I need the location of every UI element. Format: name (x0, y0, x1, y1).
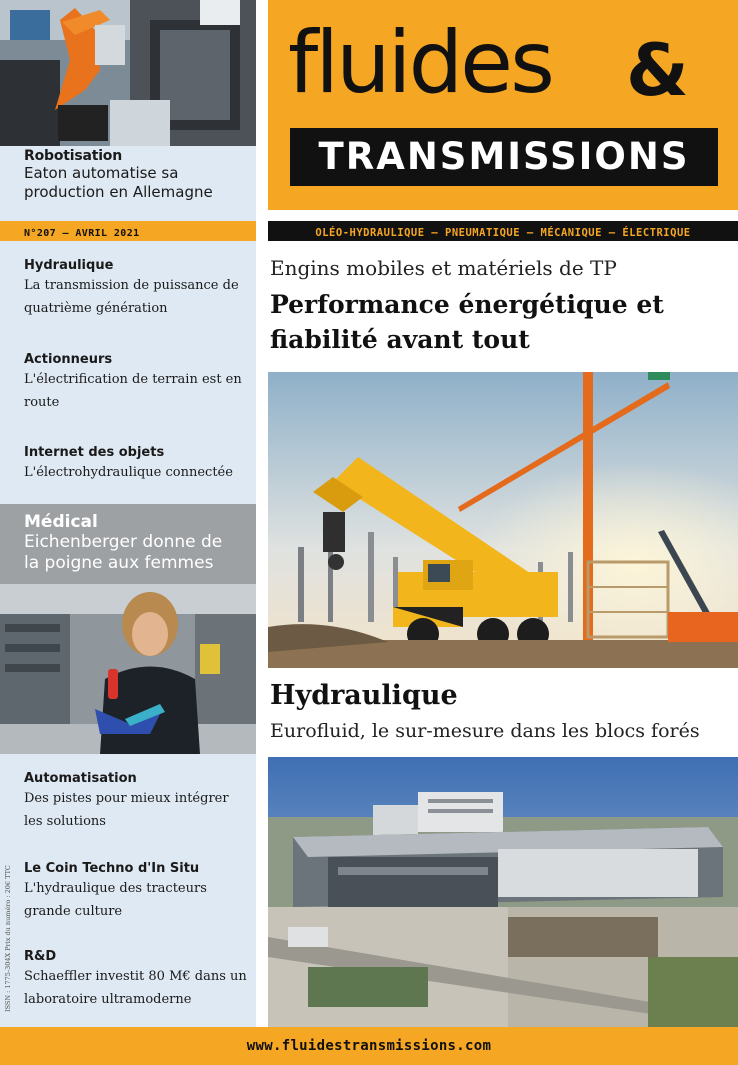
toc-item-hydraulique[interactable] (24, 257, 250, 320)
website-link[interactable]: www.fluidestransmissions.com (246, 1038, 492, 1054)
robot-photo (0, 0, 256, 146)
issue-number: N°207 – AVRIL 2021 (24, 228, 140, 239)
tagline-bar (268, 221, 738, 241)
toc-item-coin-techno[interactable] (24, 860, 250, 923)
toc-item-rd[interactable] (24, 948, 250, 1011)
toc-item-actionneurs[interactable] (24, 351, 250, 414)
second-title[interactable]: Hydraulique (270, 680, 458, 711)
feature-title[interactable]: Performance énergétique et fiabilité avant tout (270, 290, 664, 354)
toc-item-head: Automatisation (24, 771, 137, 786)
logo-ampersand: & (626, 28, 689, 112)
top-story-headline: Eaton automatise sa production en Allemagne (24, 164, 213, 201)
issue-bar (0, 221, 256, 241)
toc-item-head: Actionneurs (24, 352, 113, 367)
toc-item-internet-des-objets[interactable] (24, 444, 250, 484)
toc-item-text: La transmission de puissance de quatrième génération (24, 278, 239, 316)
toc-item-text: L'électrohydraulique connectée (24, 465, 233, 480)
issn-text: ISSN : 1775-304X Prix du numéro : 20€ TTC (4, 865, 12, 1012)
medical-photo (0, 584, 256, 754)
toc-item-head: R&D (24, 949, 57, 964)
second-subtitle: Eurofluid, le sur-mesure dans les blocs forés (270, 720, 700, 742)
logo-fluides: fluides (288, 13, 552, 113)
toc-item-text: Schaeffler investit 80 M€ dans un laboratoire ultramoderne (24, 969, 247, 1007)
toc-item-text: Des pistes pour mieux intégrer les solutions (24, 791, 229, 829)
medical-headline: Eichenberger donne de la poigne aux femmes (24, 532, 223, 573)
toc-item-automatisation[interactable] (24, 770, 250, 833)
toc-item-text: L'hydraulique des tracteurs grande culture (24, 881, 207, 919)
feature-kicker: Engins mobiles et matériels de TP (270, 256, 617, 280)
logo-transmissions: TRANSMISSIONS (318, 135, 690, 178)
toc-item-head: Internet des objets (24, 445, 165, 460)
top-story[interactable] (0, 146, 256, 212)
top-story-kicker: Robotisation (24, 148, 122, 164)
toc-item-text: L'électrification de terrain est en route (24, 372, 242, 410)
crane-photo (268, 372, 738, 668)
factory-photo (268, 757, 738, 1027)
tagline: OLÉO-HYDRAULIQUE – PNEUMATIQUE – MÉCANIQUE – ÉLECTRIQUE (315, 227, 691, 239)
toc-item-head: Le Coin Techno d'In Situ (24, 861, 200, 876)
medical-kicker: Médical (24, 512, 98, 532)
footer-bar (0, 1027, 738, 1065)
toc-item-head: Hydraulique (24, 258, 114, 273)
medical-story[interactable] (0, 504, 256, 584)
